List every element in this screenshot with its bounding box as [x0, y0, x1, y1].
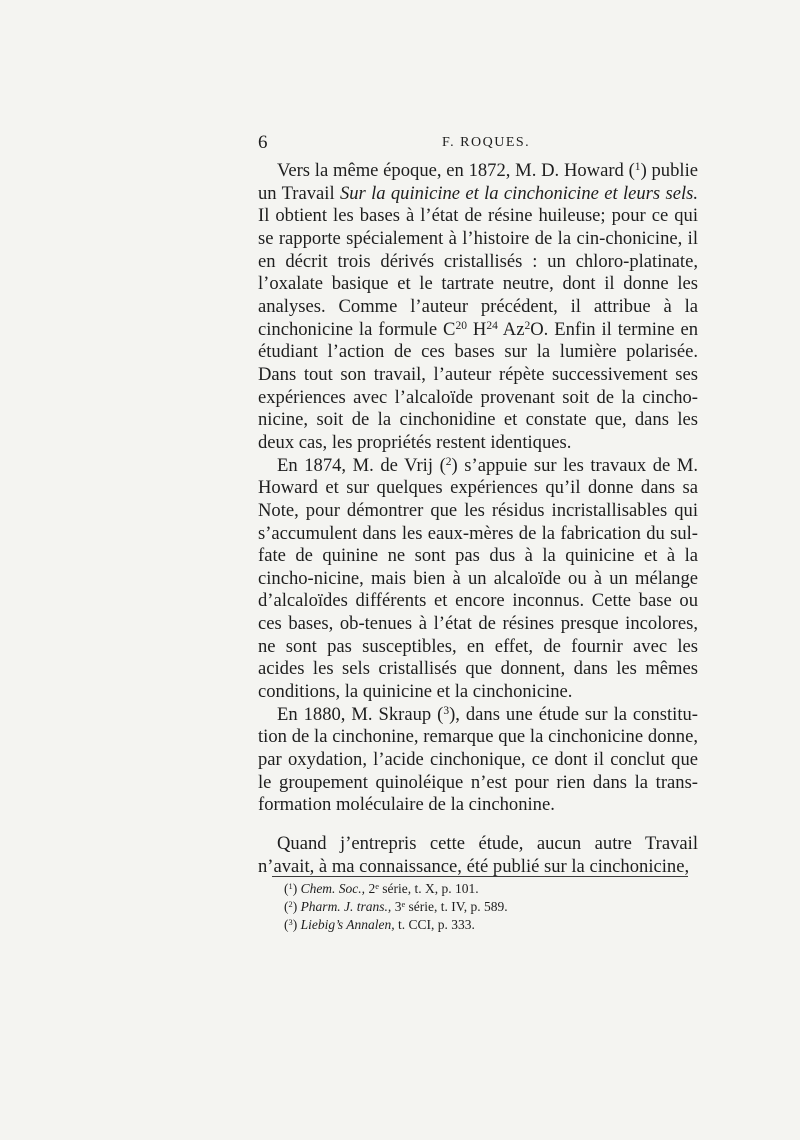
running-head: F. ROQUES. [442, 135, 531, 150]
page-header [258, 132, 698, 156]
footnote-source: Chem. Soc., [300, 881, 366, 896]
footnote-3: ($^3$) Liebig’s Annalen, t. CCI, p. 333. [284, 917, 475, 932]
paragraph-howard: Vers la même époque, en 1872, M. D. Howard ($^1$) publie un Travail Sur la quinicine et la cinchonicine et leurs sels. Il obtient les bases à l’état de résine huileuse; pour ce qui se rapporte spécialement à l’histoire de la cin-chonicine, il en décrit trois dérivés cristallisés : un chloro-platinate, l’oxalate basique et le tartrate neutre, dont il donne les analyses. Comme l’auteur précédent, il attribue à la cinchonicine la formule $C^{20}$ $H^{24}$ Az$^2$O. Enfin il termine en étudiant l’action de ces bases sur la lumière polarisée. Dans tout son travail, l’auteur répète successivement ses expériences avec l’alcaloïde provenant soit de la cincho-nicine, soit de la cinchonidine et constate que, dans les deux cas, les propriétés restent identiques. [258, 160, 698, 453]
footnote-ref: 1 [634, 161, 641, 174]
body-text [258, 160, 698, 878]
footnote-source: Liebig’s Annalen, [300, 917, 395, 932]
footnotes [284, 880, 684, 934]
footnote-divider [272, 876, 688, 877]
footnote-1: ($^1$) Chem. Soc., 2e série, t. X, p. 101. [284, 881, 479, 896]
work-title: Sur la quinicine et la cinchonicine et leurs sels. [339, 182, 698, 204]
footnote-2: ($^2$) Pharm. J. trans., 3e série, t. IV, p. 589. [284, 899, 508, 914]
footnote-ref: 3 [443, 704, 450, 717]
paragraph-de-vrij: En 1874, M. de Vrij ($^2$) s’appuie sur les travaux de M. Howard et sur quelques expériences qu’il donne dans sa Note, pour démontrer que les résidus incristallisables qui s’accumulent dans les eaux-mères de la fabrication du sul-fate de quinine ne sont pas dus à la quinicine et à la cincho-nicine, mais bien à un alcaloïde ou à un mélange d’alcaloïdes différents et encore inconnus. Cette base ou ces bases, ob-tenues à l’état de résines presque incolores, ne sont pas susceptibles, en effet, de fournir avec les acides les sels cristallisés que donnent, dans les mêmes conditions, la quinicine et la cinchonicine. [258, 454, 698, 703]
footnote-ref: 2 [445, 455, 452, 468]
paragraph-skraup: En 1880, M. Skraup ($^3$), dans une étude sur la constitu-tion de la cinchonine, remarque que la cinchonicine donne, par oxydation, l’acide cinchonique, ce dont il conclut que le groupement quinoléique n’est pour rien dans la trans-formation moléculaire de la cinchonine. [258, 703, 699, 816]
footnote-source: Pharm. J. trans., [300, 899, 392, 914]
page-number: 6 [258, 132, 268, 153]
paragraph-quand: Quand j’entrepris cette étude, aucun autre Travail n’avait, à ma connaissance, été publié sur la cinchonicine, [258, 833, 698, 877]
